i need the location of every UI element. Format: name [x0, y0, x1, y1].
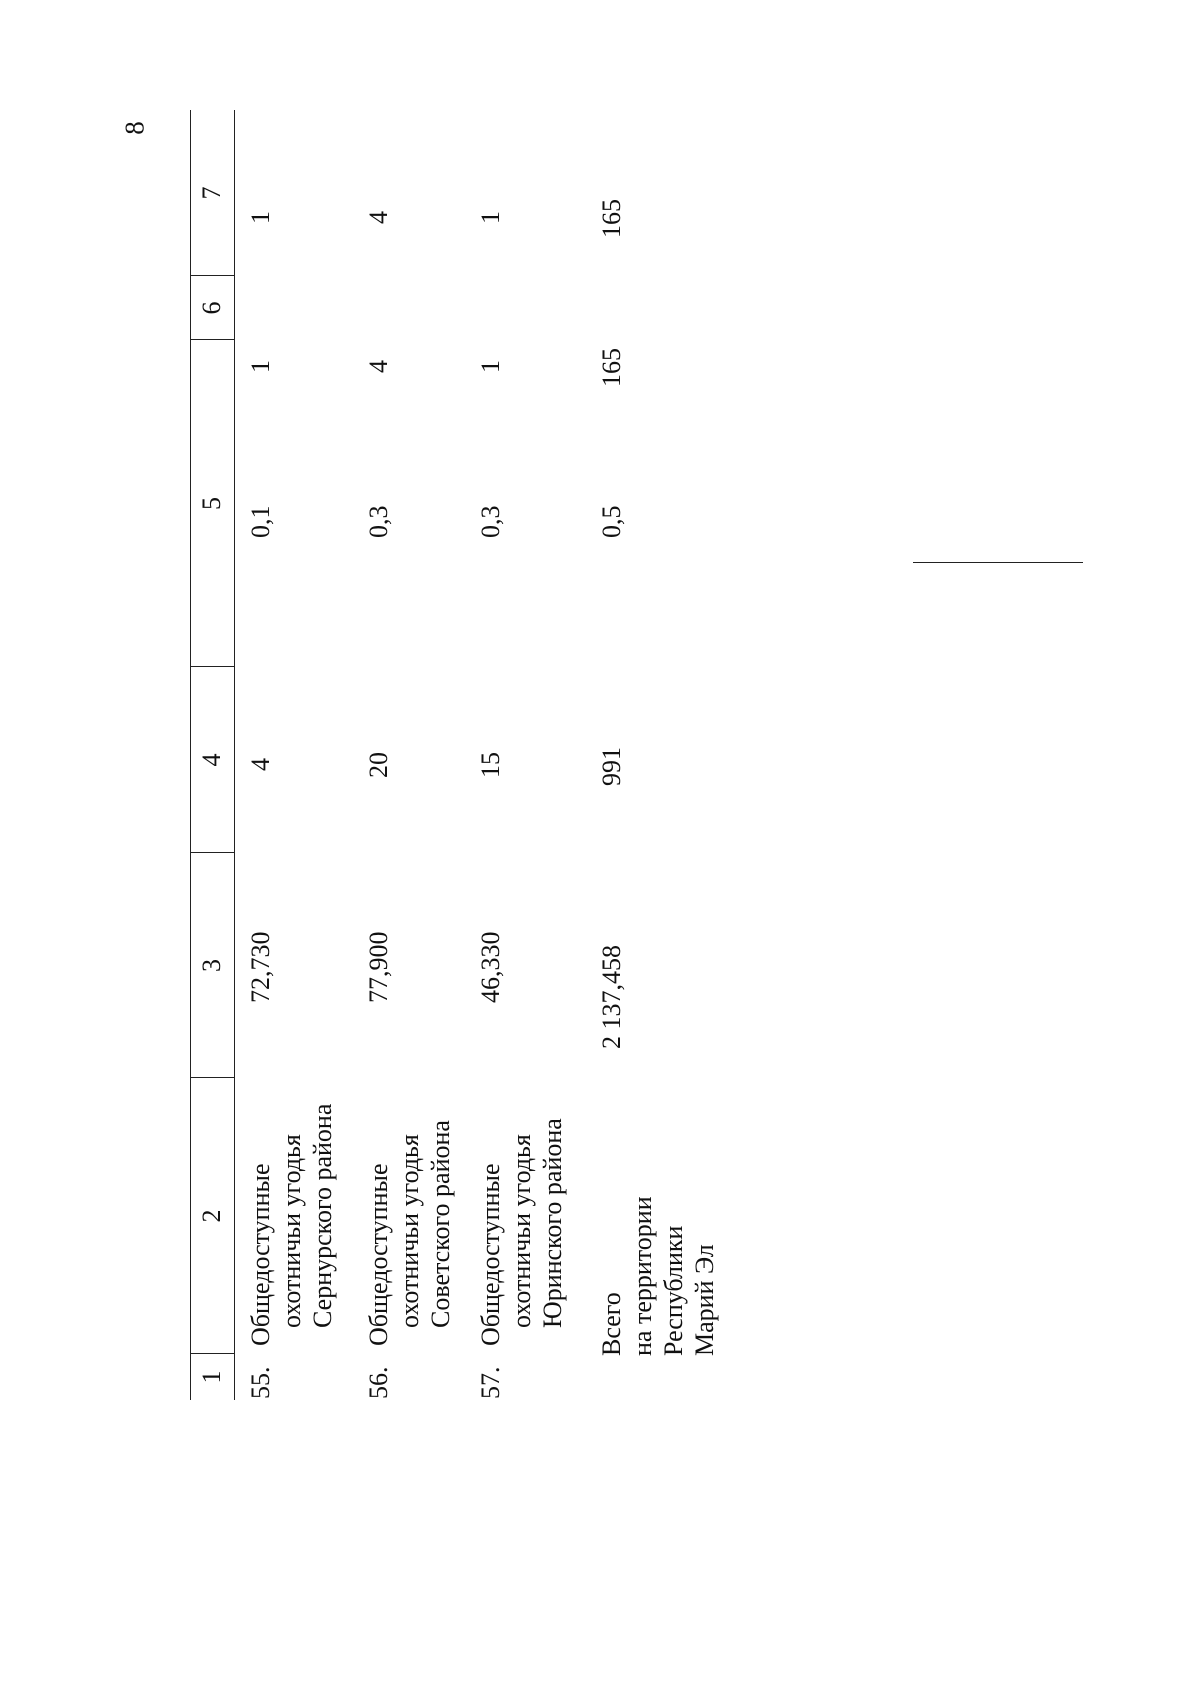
row-number: 57. [476, 1366, 505, 1399]
cell-col-3: 46,330 [476, 931, 505, 1003]
header-col-4: 4 [197, 753, 226, 767]
cell-col-4: 15 [476, 752, 505, 778]
row-name-line: Общедоступные [364, 1163, 393, 1346]
cell-col-3: 72,730 [246, 931, 275, 1003]
cell-col-7: 4 [364, 211, 393, 224]
row-name-line: охотничьи угодья [395, 1134, 424, 1328]
header-col-1: 1 [197, 1370, 226, 1384]
header-col-3: 3 [197, 959, 226, 972]
total-label-line: на территории [628, 1196, 657, 1356]
row-name-line: Общедоступные [476, 1163, 505, 1346]
row-name [245, 1104, 338, 1346]
cell-col-5: 0,1 [246, 505, 275, 538]
header-col-6: 6 [197, 301, 226, 315]
cell-col-6: 1 [476, 360, 505, 373]
total-col-4: 991 [597, 747, 626, 786]
row-name-line: Сернурского района [308, 1103, 337, 1328]
cell-col-3: 77,900 [364, 931, 393, 1003]
row-name-line: охотничьи угодья [507, 1134, 536, 1328]
cell-col-7: 1 [246, 211, 275, 224]
cell-col-4: 20 [364, 752, 393, 778]
row-name-line: Юринского района [538, 1118, 567, 1328]
end-of-table-rule [913, 562, 1083, 563]
cell-col-5: 0,3 [364, 505, 393, 538]
total-label-line: Марий Эл [690, 1244, 719, 1356]
row-number: 55. [246, 1366, 275, 1399]
cell-col-5: 0,3 [476, 505, 505, 538]
total-label-line: Республики [659, 1225, 688, 1356]
row-name [363, 1120, 456, 1346]
header-col-7: 7 [197, 186, 226, 200]
header-col-2: 2 [197, 1209, 226, 1223]
row-name-line: охотничьи угодья [277, 1134, 306, 1328]
row-name-line: Общедоступные [246, 1163, 275, 1346]
row-name-line: Советского района [426, 1120, 455, 1328]
cell-col-4: 4 [246, 758, 275, 771]
total-col-7: 165 [597, 199, 626, 238]
header-col-5: 5 [197, 497, 226, 510]
total-label [596, 1196, 720, 1356]
total-col-3: 2 137,458 [597, 945, 626, 1049]
cell-col-6: 1 [246, 360, 275, 373]
total-label-line: Всего [597, 1292, 626, 1356]
total-col-6: 165 [597, 348, 626, 387]
table-header-rule [234, 110, 235, 1400]
cell-col-6: 4 [364, 360, 393, 373]
row-name [475, 1118, 568, 1346]
row-number: 56. [364, 1366, 393, 1399]
cell-col-7: 1 [476, 211, 505, 224]
data-table [190, 110, 750, 1400]
page-number: 8 [119, 121, 150, 135]
total-col-5: 0,5 [597, 505, 626, 538]
